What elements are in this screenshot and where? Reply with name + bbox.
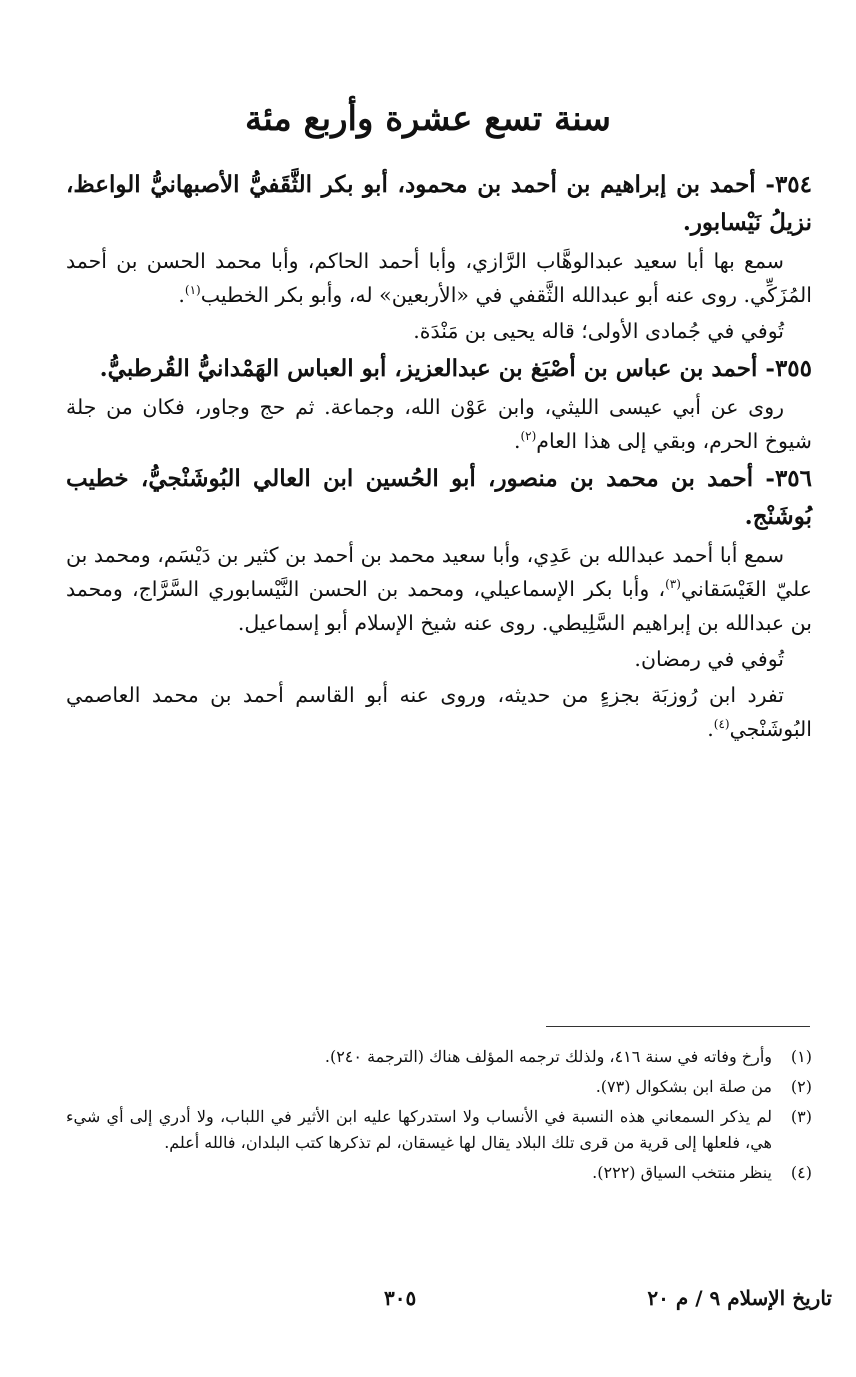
paragraph-text-end: .	[513, 429, 521, 453]
paragraph-text-end: .	[707, 717, 714, 741]
page-number: ٣٠٥	[384, 1286, 417, 1310]
entry-heading: ٣٥٥- أحمد بن عباس بن أصْبَغ بن عبدالعزيز، أبو العباس الهَمْدانيُّ القُرطبيُّ.	[99, 355, 812, 382]
footnote-item	[66, 1044, 812, 1070]
entry-355	[66, 350, 812, 458]
paragraph-text-end: ، وأبا بكر الإسماعيلي، ومحمد بن الحسن النَّيْسابوري السَّرَّاج، ومحمد بن عبدالله بن إبراهيم السَّلِيطي. روى عنه شيخ الإسلام أبو إسماعيل.	[66, 577, 812, 635]
footnote-number: (١)	[790, 1047, 812, 1066]
footnote-number: (٤)	[790, 1163, 812, 1182]
body-text	[66, 166, 812, 748]
footnote-reference: (٣)	[665, 577, 681, 592]
footnote-number: (٢)	[790, 1077, 812, 1096]
paragraph-text: سمع بها أبا سعيد عبدالوهَّاب الرَّازي، وأبا أحمد الحاكم، وأبا محمد الحسن بن أحمد المُزَكِّي. روى عنه أبو عبدالله الثَّقفي في «الأربعين» له، وأبو بكر الخطيب	[66, 249, 812, 307]
entry-356	[66, 460, 812, 746]
paragraph-text: تُوفي في جُمادى الأولى؛ قاله يحيى بن مَنْدَة.	[413, 319, 784, 343]
page-footer	[0, 1286, 856, 1322]
footnote-text: من صلة ابن بشكوال (٧٣).	[595, 1077, 772, 1096]
entry-paragraph	[66, 642, 812, 676]
entry-heading: ٣٥٤- أحمد بن إبراهيم بن أحمد بن محمود، أبو بكر الثَّقَفيُّ الأصبهانيُّ الواعظ، نزيلُ نَيْسابور.	[66, 171, 812, 236]
footnote-reference: (١)	[184, 283, 201, 298]
paragraph-text: تُوفي في رمضان.	[634, 647, 784, 671]
entry-paragraph	[66, 244, 812, 312]
footnote-item	[66, 1074, 812, 1100]
footnote-number: (٣)	[790, 1107, 812, 1126]
entry-paragraph	[66, 678, 812, 746]
paragraph-text-end: .	[178, 283, 185, 307]
footnote-item	[66, 1104, 812, 1156]
entry-heading: ٣٥٦- أحمد بن محمد بن منصور، أبو الحُسين ابن العالي البُوشَنْجيُّ، خطيب بُوشَنْج.	[66, 465, 812, 530]
footnote-text: ينظر منتخب السياق (٢٢٢).	[592, 1163, 772, 1182]
footnotes	[66, 1044, 812, 1190]
footnote-reference: (٢)	[520, 429, 537, 444]
footnote-divider	[546, 1026, 810, 1027]
paragraph-text: تفرد ابن رُوزبَة بجزءٍ من حديثه، وروى عنه أبو القاسم أحمد بن محمد العاصمي البُوشَنْجي	[66, 683, 812, 741]
entry-354	[66, 166, 812, 348]
paragraph-text: روى عن أبي عيسى الليثي، وابن عَوْن الله، وجماعة. ثم حج وجاور، فكان من جلة شيوخ الحرم، وبقي إلى هذا العام	[66, 395, 812, 453]
footnote-item	[66, 1160, 812, 1186]
entry-paragraph	[66, 314, 812, 348]
entry-paragraph	[66, 538, 812, 640]
footnote-text: وأرخ وفاته في سنة ٤١٦، ولذلك ترجمه المؤلف هناك (الترجمة ٢٤٠).	[324, 1047, 772, 1066]
footnote-text: لم يذكر السمعاني هذه النسبة في الأنساب ولا استدركها عليه ابن الأثير في اللباب، ولا أدري إلى أي شيء هي، فلعلها إلى قرية من قرى تلك البلاد يقال لها غيسقان، لم تذكرها كتب البلدان، فالله أعلم.	[66, 1107, 772, 1152]
footer-book-title: تاريخ الإسلام ٩ / م ٢٠	[647, 1286, 832, 1310]
paragraph-text: سمع أبا أحمد عبدالله بن عَدِي، وأبا سعيد محمد بن أحمد بن كثير بن دَيْسَم، ومحمد بن عليّ الغَيْسَقاني	[66, 543, 812, 601]
page-title: سنة تسع عشرة وأربع مئة	[245, 99, 611, 139]
footnote-reference: (٤)	[713, 717, 730, 732]
entry-paragraph	[66, 390, 812, 458]
